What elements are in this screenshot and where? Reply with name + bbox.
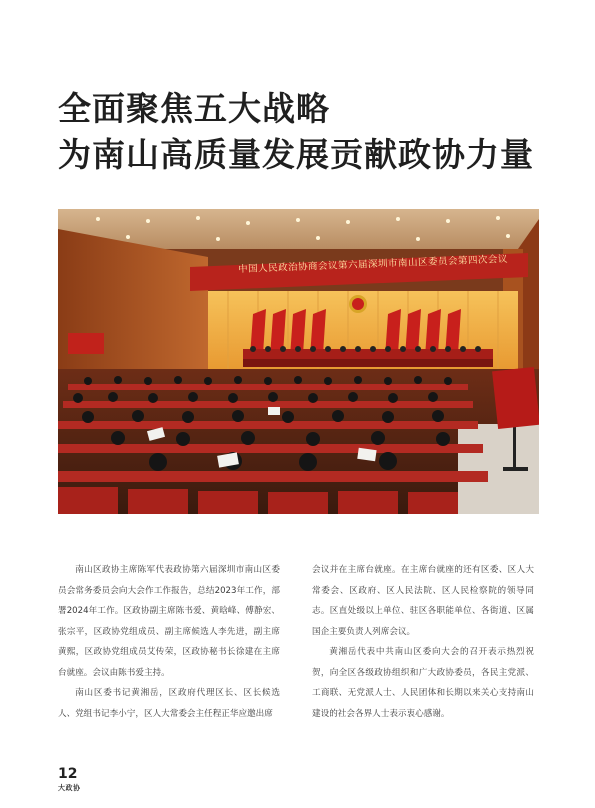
magazine-name: 大政协 (58, 784, 81, 792)
article-title (58, 86, 534, 178)
right-display-sign (492, 367, 539, 429)
left-display-sign (68, 333, 104, 354)
title-line-1: 全面聚焦五大战略 (58, 89, 330, 128)
paragraph: 会议并在主席台就座。在主席台就座的还有区委、区人大常委会、区政府、区人民法院、区人民检察院的领导同志。区直处级以上单位、驻区各职能单位、各街道、区属国企主要负责人列席会议。 (312, 565, 534, 637)
hall-banner-text: 中国人民政治协商会议第六届深圳市南山区委员会第四次会议 (237, 253, 509, 276)
title-line-2: 为南山高质量发展贡献政协力量 (58, 135, 534, 174)
paragraph: 黄湘岳代表中共南山区委向大会的召开表示热烈祝贺，向全区各级政协组织和广大政协委员，各民主党派、工商联、无党派人士、人民团体和长期以来关心支持南山建设的社会各界人士表示衷心感谢。 (312, 647, 534, 719)
paragraph: 南山区政协主席陈军代表政协第六届深圳市南山区委员会常务委员会向大会作工作报告，总结2023年工作，部署2024年工作。区政协副主席陈书爱、黄晗峰、傅静宏、张宗平，区政协党组成员、副主席候选人李先进，副主席黄熙，区政协党组成员艾传荣，区政协秘书长徐建在主席台就座。会议由陈书爱主持。 (58, 565, 280, 678)
article-column-left (58, 560, 280, 724)
page-number: 12 (58, 766, 78, 782)
paragraph: 南山区委书记黄湘岳，区政府代理区长、区长候选人、党组书记李小宁，区人大常委会主任程正华应邀出席 (58, 688, 280, 719)
article-column-right (312, 560, 534, 724)
conference-photo (58, 209, 539, 514)
